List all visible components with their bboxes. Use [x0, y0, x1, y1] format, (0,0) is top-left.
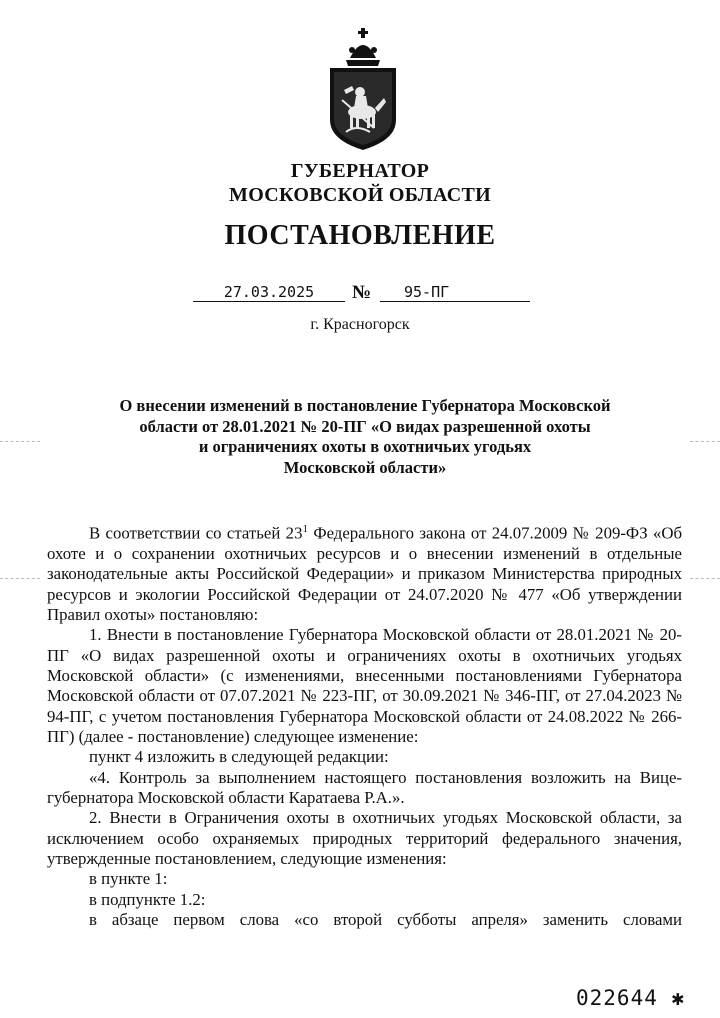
- preamble-text-start: В соответствии со статьей 23: [89, 523, 303, 543]
- paragraph-subpoint-1-2: в подпункте 1.2:: [89, 889, 206, 909]
- moscow-region-coat-of-arms: [322, 28, 404, 154]
- scan-artifact-line: [0, 578, 40, 579]
- document-body: [47, 519, 682, 930]
- form-serial-number: [576, 986, 685, 1010]
- paragraph-item-2: 2. Внести в Ограничения охоты в охотничьих угодьях Московской области, за исключением особо охраняемых природных территорий федерального значения, утвержденные постановлением, следующие изменения:: [47, 808, 682, 869]
- document-title: [90, 396, 640, 478]
- issue-city: г. Красногорск: [310, 316, 410, 333]
- paragraph-first-abzac: в абзаце первом слова «со второй субботы апреля» заменить словами: [89, 910, 682, 930]
- document-type-heading: ПОСТАНОВЛЕНИЕ: [224, 220, 496, 251]
- org-title-line2: МОСКОВСКОЙ ОБЛАСТИ: [229, 184, 491, 206]
- scan-artifact-line: [0, 441, 40, 442]
- title-line: области от 28.01.2021 № 20-ПГ «О видах разрешенной охоты: [139, 416, 591, 436]
- asterisk-icon: ✱: [671, 986, 686, 1010]
- org-title-line1: ГУБЕРНАТОР: [290, 160, 430, 182]
- paragraph-item-1: 1. Внести в постановление Губернатора Московской области от 28.01.2021 № 20-ПГ «О видах разрешенной охоты и ограничениях охоты в охотничьих угодьях Московской области» (с изменениями, внесенными постановлениями Губернатора Московской области от 07.07.2021 № 223-ПГ, от 30.09.2021 № 346-ПГ, от 27.04.2023 № 94-ПГ, с учетом постановления Губернатора Московской области от 24.08.2022 № 266-ПГ) (далее - постановление) следующее изменение:: [47, 625, 682, 747]
- paragraph-preamble: [47, 519, 682, 625]
- number-sign: №: [352, 282, 372, 303]
- preamble-text-end: Федерального закона от 24.07.2009 № 209-ФЗ «Об охоте и о сохранении охотничьих ресурсов и о внесении изменений в отдельные законодательные акты Российской Федерации» и приказом Министерства природных ресурсов и экологии Российской Федерации от 24.07.2020 № 477 «Об утверждении Правил охоты» постановляю:: [47, 523, 682, 624]
- paragraph-point-4: пункт 4 изложить в следующей редакции:: [89, 747, 389, 767]
- date-number-line: [0, 283, 720, 305]
- article-superscript: 1: [302, 523, 308, 535]
- title-line: Московской области»: [283, 457, 447, 477]
- document-date: 27.03.2025: [193, 283, 345, 302]
- paragraph-point-1: в пункте 1:: [89, 869, 168, 889]
- title-line: О внесении изменений в постановление Губернатора Московской: [119, 396, 611, 415]
- scan-artifact-line: [690, 578, 720, 579]
- scan-artifact-line: [690, 441, 720, 442]
- document-number: 95-ПГ: [380, 283, 530, 302]
- title-line: и ограничениях охоты в охотничьих угодьях: [198, 437, 532, 456]
- serial-digits: 022644: [576, 986, 658, 1010]
- paragraph-point-4-text: «4. Контроль за выполнением настоящего постановления возложить на Вице-губернатора Московской области Каратаева Р.А.».: [47, 767, 682, 808]
